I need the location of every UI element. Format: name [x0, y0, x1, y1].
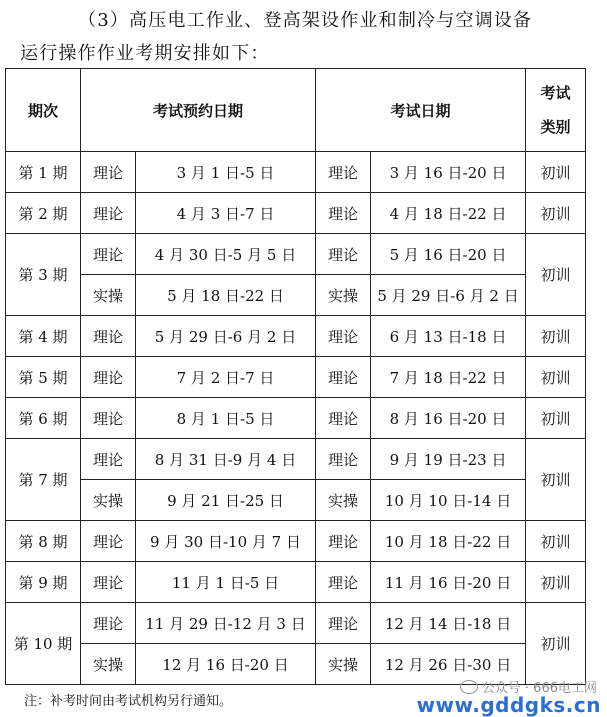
exam-date: 5 月 29 日-6 月 2 日	[371, 275, 526, 316]
period-label: 第 2 期	[6, 193, 81, 234]
booking-date: 9 月 21 日-25 日	[136, 480, 316, 521]
exam-type: 理论	[316, 152, 371, 193]
exam-type: 理论	[316, 234, 371, 275]
watermark-text: 公众号 · 666电工网	[481, 681, 597, 696]
exam-date: 4 月 18 日-22 日	[371, 193, 526, 234]
table-row	[6, 316, 586, 357]
header-category-line-2: 类别	[540, 118, 571, 136]
exam-date: 8 月 16 日-20 日	[371, 398, 526, 439]
category-cell: 初训	[526, 439, 586, 521]
category-cell: 初训	[526, 521, 586, 562]
exam-type: 理论	[316, 562, 371, 603]
heading-line-2: 运行操作作业考期安排如下：	[20, 43, 270, 64]
exam-date: 5 月 16 日-20 日	[371, 234, 526, 275]
booking-date: 12 月 16 日-20 日	[136, 644, 316, 685]
booking-type: 理论	[81, 234, 136, 275]
booking-type: 理论	[81, 562, 136, 603]
category-cell: 初训	[526, 603, 586, 685]
exam-date: 9 月 19 日-23 日	[371, 439, 526, 480]
period-label: 第 10 期	[6, 603, 81, 685]
table-row	[6, 357, 586, 398]
exam-type: 理论	[316, 398, 371, 439]
booking-date: 9 月 30 日-10 月 7 日	[136, 521, 316, 562]
header-exam-date: 考试日期	[316, 69, 526, 152]
period-label: 第 3 期	[6, 234, 81, 316]
booking-type: 理论	[81, 357, 136, 398]
exam-type: 实操	[316, 644, 371, 685]
booking-date: 5 月 29 日-6 月 2 日	[136, 316, 316, 357]
booking-date: 8 月 1 日-5 日	[136, 398, 316, 439]
period-label: 第 8 期	[6, 521, 81, 562]
header-category-line-1: 考试	[540, 84, 571, 102]
table-row	[6, 398, 586, 439]
booking-date: 3 月 1 日-5 日	[136, 152, 316, 193]
booking-date: 7 月 2 日-7 日	[136, 357, 316, 398]
exam-type: 理论	[316, 521, 371, 562]
category-cell: 初训	[526, 316, 586, 357]
category-cell: 初训	[526, 193, 586, 234]
booking-type: 理论	[81, 193, 136, 234]
booking-date: 5 月 18 日-22 日	[136, 275, 316, 316]
period-label: 第 9 期	[6, 562, 81, 603]
table-row	[6, 603, 586, 644]
exam-date: 7 月 18 日-22 日	[371, 357, 526, 398]
booking-date: 11 月 1 日-5 日	[136, 562, 316, 603]
table-row	[6, 480, 586, 521]
category-cell: 初训	[526, 234, 586, 316]
booking-date: 8 月 31 日-9 月 4 日	[136, 439, 316, 480]
table-row	[6, 193, 586, 234]
period-label: 第 5 期	[6, 357, 81, 398]
booking-type: 理论	[81, 439, 136, 480]
period-label: 第 7 期	[6, 439, 81, 521]
table-row	[6, 275, 586, 316]
exam-date: 12 月 14 日-18 日	[371, 603, 526, 644]
exam-type: 实操	[316, 275, 371, 316]
booking-type: 实操	[81, 644, 136, 685]
booking-type: 理论	[81, 152, 136, 193]
exam-type: 理论	[316, 357, 371, 398]
exam-schedule-table	[5, 68, 586, 685]
period-label: 第 4 期	[6, 316, 81, 357]
exam-type: 理论	[316, 193, 371, 234]
exam-date: 3 月 16 日-20 日	[371, 152, 526, 193]
booking-type: 理论	[81, 316, 136, 357]
booking-type: 实操	[81, 275, 136, 316]
category-cell: 初训	[526, 152, 586, 193]
exam-type: 理论	[316, 439, 371, 480]
booking-type: 实操	[81, 480, 136, 521]
footnote: 注：补考时间由考试机构另行通知。	[24, 694, 233, 709]
exam-type: 实操	[316, 480, 371, 521]
booking-date: 4 月 30 日-5 月 5 日	[136, 234, 316, 275]
booking-type: 理论	[81, 603, 136, 644]
booking-date: 4 月 3 日-7 日	[136, 193, 316, 234]
table-row	[6, 234, 586, 275]
exam-date: 10 月 10 日-14 日	[371, 480, 526, 521]
exam-date: 10 月 18 日-22 日	[371, 521, 526, 562]
category-cell: 初训	[526, 398, 586, 439]
table-row	[6, 152, 586, 193]
header-period: 期次	[6, 69, 81, 152]
table-body	[6, 152, 586, 685]
booking-date: 11 月 29 日-12 月 3 日	[136, 603, 316, 644]
booking-type: 理论	[81, 398, 136, 439]
table-row	[6, 439, 586, 480]
table-row	[6, 562, 586, 603]
period-label: 第 1 期	[6, 152, 81, 193]
exam-type: 理论	[316, 316, 371, 357]
table-header-row	[6, 69, 586, 152]
booking-type: 理论	[81, 521, 136, 562]
exam-date: 6 月 13 日-18 日	[371, 316, 526, 357]
exam-date: 11 月 16 日-20 日	[371, 562, 526, 603]
exam-type: 理论	[316, 603, 371, 644]
heading-line-1: （3）高压电工作业、登高架设作业和制冷与空调设备	[78, 10, 533, 31]
header-booking-date: 考试预约日期	[81, 69, 316, 152]
site-watermark: www.gddgks.cn	[416, 693, 601, 717]
category-cell: 初训	[526, 357, 586, 398]
category-cell: 初训	[526, 562, 586, 603]
exam-date: 12 月 26 日-30 日	[371, 644, 526, 685]
header-category	[526, 69, 586, 152]
wechat-icon	[460, 680, 478, 694]
period-label: 第 6 期	[6, 398, 81, 439]
table-row	[6, 521, 586, 562]
